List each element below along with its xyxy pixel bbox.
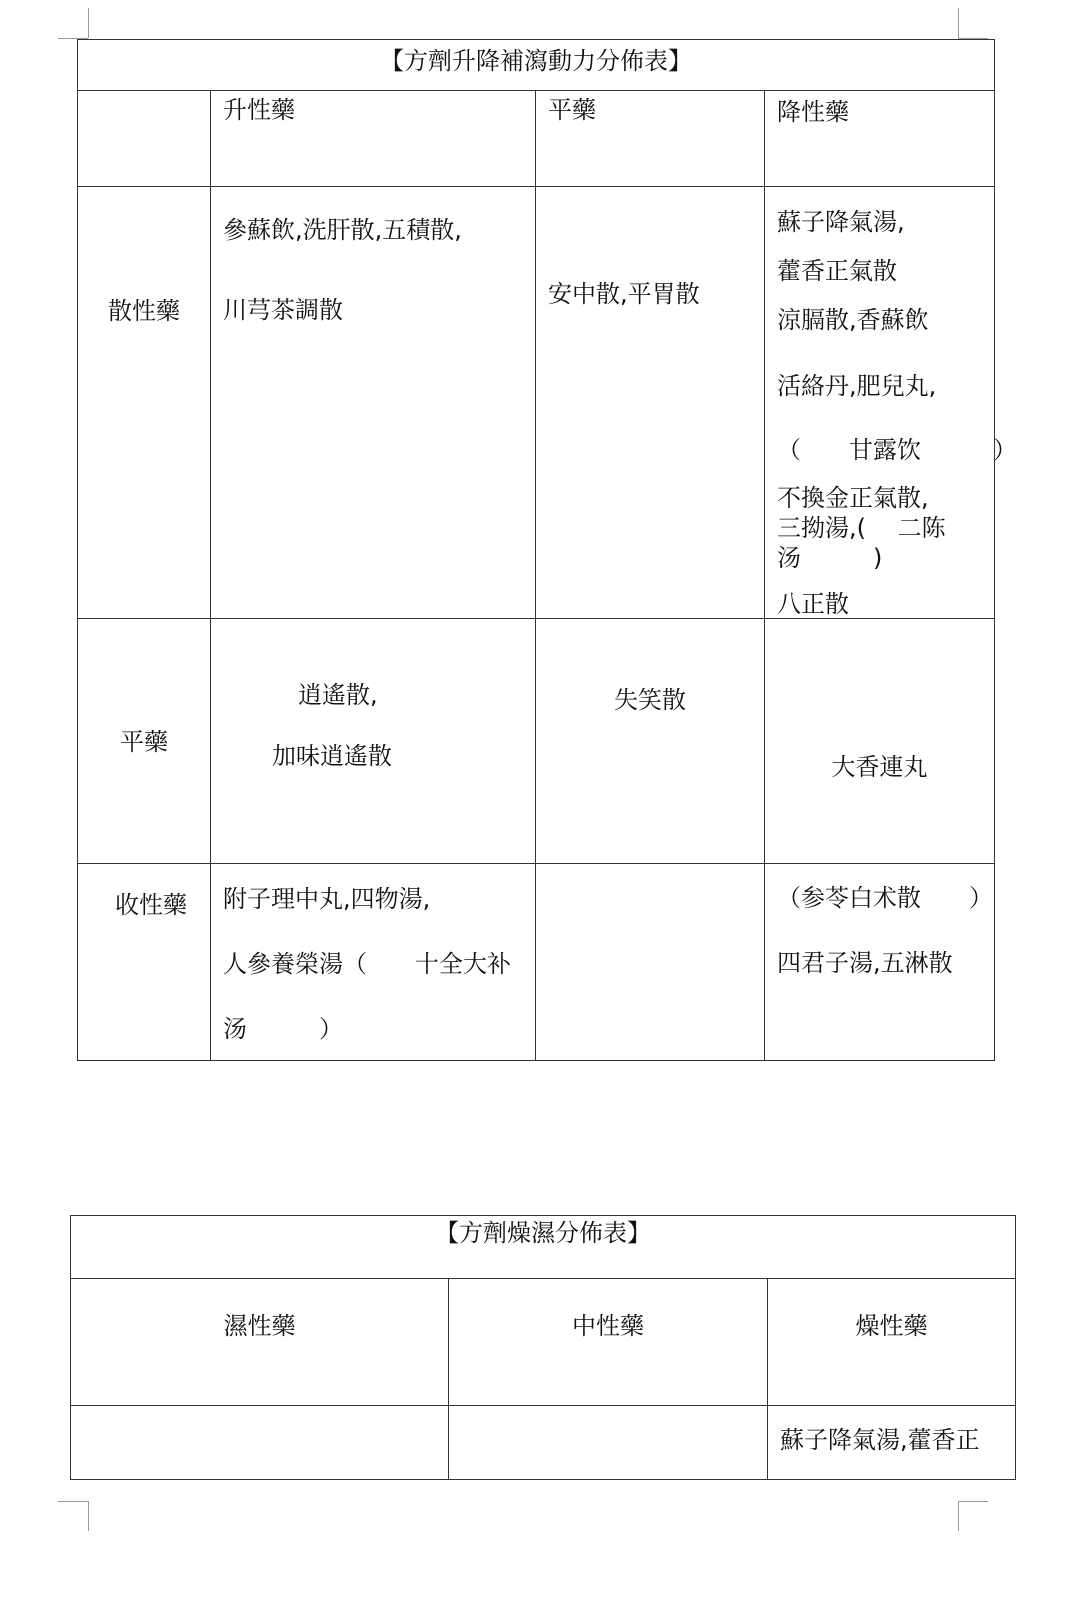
formula-item: 附子理中丸,四物湯, — [223, 885, 431, 913]
formula-item: 失笑散 — [614, 686, 686, 714]
formula-item: 八正散 — [777, 590, 849, 618]
table2-header-dry — [768, 1279, 1016, 1406]
crop-mark-top-right-v — [958, 8, 959, 38]
formula-item: 安中散,平胃散 — [548, 280, 700, 308]
table2-title: 【方劑燥濕分佈表】 — [435, 1219, 651, 1247]
row-astringent-label: 收性藥 — [115, 891, 187, 919]
dispersing-neutral-cell — [536, 187, 765, 619]
crop-mark-bottom-left-v — [88, 1501, 89, 1531]
table1-corner-cell — [78, 91, 211, 187]
formula-item: 蘇子降氣湯, — [777, 208, 905, 236]
row-dispersing-label-cell — [78, 187, 211, 619]
header-neutral-label: 平藥 — [548, 96, 596, 124]
formula-item: 逍遙散, — [298, 681, 378, 709]
formula-item: 大香連丸 — [831, 753, 928, 781]
formula-item: （ 甘露饮 ） — [777, 436, 1017, 464]
formula-item: （参苓白术散 ） — [777, 884, 993, 912]
wet-cell — [71, 1406, 449, 1480]
table2-title-cell — [71, 1216, 1016, 1279]
astringent-neutral-cell — [536, 864, 765, 1061]
formula-item: 三拗湯,( 二陈 — [777, 514, 946, 542]
row-neutral-label: 平藥 — [120, 728, 168, 756]
formula-item: 加味逍遙散 — [272, 742, 392, 770]
header-rising-label: 升性藥 — [223, 96, 295, 124]
neutral-cell — [449, 1406, 768, 1480]
neutral-falling-cell — [765, 619, 995, 864]
dispersing-falling-cell — [765, 187, 1017, 619]
header-middle-label: 中性藥 — [572, 1312, 644, 1340]
crop-mark-top-left-v — [88, 8, 89, 38]
row-neutral-label-cell — [78, 619, 211, 864]
formula-item: 汤 ） — [223, 1015, 343, 1043]
table2-header-neutral — [449, 1279, 768, 1406]
formula-item: 汤 ) — [777, 544, 883, 572]
formula-item: 涼膈散,香蘇飲 — [777, 306, 929, 334]
table1-title: 【方劑升降補瀉動力分佈表】 — [380, 47, 692, 75]
astringent-rising-cell — [211, 864, 536, 1061]
formula-item: 活絡丹,肥兒丸, — [777, 372, 937, 400]
table2-header-wet — [71, 1279, 449, 1406]
table1-header-rising — [211, 91, 536, 187]
table1-title-cell — [78, 40, 995, 91]
formula-item: 四君子湯,五淋散 — [777, 949, 953, 977]
neutral-neutral-cell — [536, 619, 765, 864]
formula-item: 參蘇飲,洗肝散,五積散, — [223, 216, 462, 244]
table1-header-neutral — [536, 91, 765, 187]
header-falling-label: 降性藥 — [777, 98, 849, 126]
formula-item: 蘇子降氣湯,藿香正 — [780, 1426, 980, 1454]
ascending-descending-table — [77, 39, 1017, 1061]
dispersing-rising-cell — [211, 187, 536, 619]
astringent-falling-cell — [765, 864, 995, 1061]
dry-wet-table — [70, 1215, 1016, 1480]
crop-mark-bottom-right-v — [958, 1501, 959, 1531]
row-dispersing-label: 散性藥 — [108, 297, 180, 325]
row-astringent-label-cell — [78, 864, 211, 1061]
dry-cell — [768, 1406, 1016, 1480]
formula-item: 藿香正氣散 — [777, 257, 897, 285]
table1-header-falling — [765, 91, 995, 187]
crop-mark-bottom-right-h — [958, 1501, 988, 1502]
header-wet-label: 濕性藥 — [223, 1312, 296, 1340]
formula-item: 不換金正氣散, — [777, 484, 929, 512]
formula-item: 人參養榮湯（ 十全大补 — [223, 950, 511, 978]
neutral-rising-cell — [211, 619, 536, 864]
header-dry-label: 燥性藥 — [855, 1312, 928, 1340]
crop-mark-bottom-left-h — [58, 1501, 88, 1502]
formula-item: 川芎茶調散 — [223, 296, 343, 324]
